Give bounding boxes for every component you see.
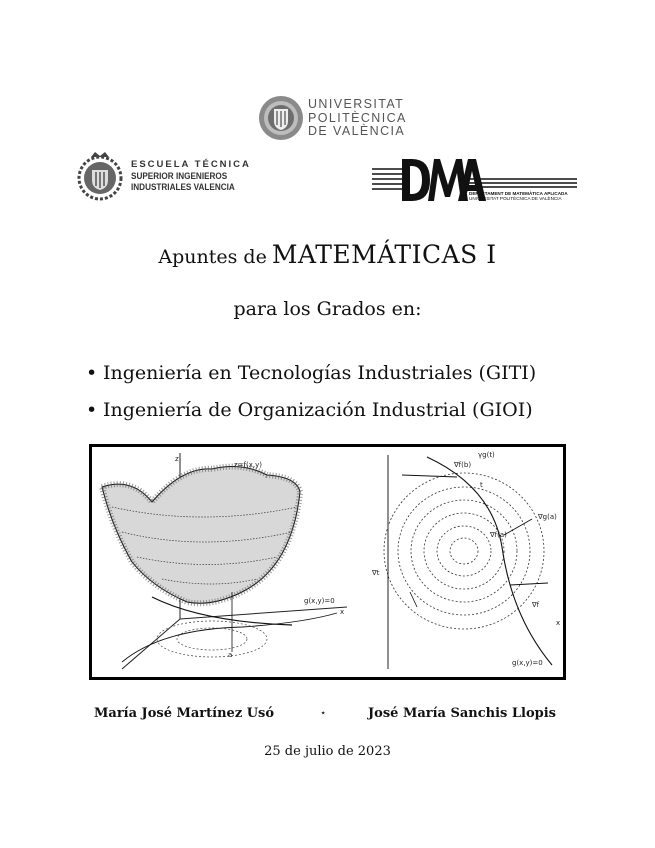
upv-name	[308, 98, 407, 139]
grad-fa-label: ∇f(a)	[490, 531, 507, 539]
bullet-icon: •	[86, 362, 98, 384]
degree-list	[86, 355, 536, 429]
author-1: María José Martínez Usó	[94, 706, 275, 721]
degree-label: Ingeniería en Tecnologías Industriales (GITI)	[103, 362, 537, 384]
bottom-level-label: g(x,y)=0	[512, 659, 543, 667]
etsii-logo	[77, 150, 251, 202]
top-curve-label: γg(t)	[478, 451, 495, 459]
degree-item	[86, 392, 536, 429]
vt-label: ∇t	[372, 569, 380, 577]
upv-line-2: POLITÈCNICA	[308, 110, 407, 125]
star-separator: ⋆	[320, 708, 327, 719]
level-curves-plot	[371, 451, 560, 669]
surface-label: z=f(x,y)	[234, 461, 262, 469]
dma-caption-2: UNIVERSITAT POLITÈCNICA DE VALÈNCIA	[469, 196, 562, 201]
grad-a-label: ∇g(a)	[538, 513, 557, 521]
upv-seal-icon	[258, 95, 304, 141]
degree-item	[86, 355, 536, 392]
page-subtitle: para los Grados en:	[233, 298, 422, 320]
grad-b-label: ∇f(b)	[454, 461, 472, 469]
page-title	[0, 240, 655, 269]
degree-label: Ingeniería de Organización Industrial (GIOI)	[103, 399, 533, 421]
etsii-name	[131, 159, 252, 194]
dma-caption-1: DEPARTAMENT DE MATEMÀTICA APLICADA	[469, 191, 568, 196]
gradf-mid-label: ∇f	[532, 601, 540, 609]
etsii-line-2: SUPERIOR INGENIEROS	[131, 170, 228, 182]
point-label: a	[228, 651, 233, 659]
title-prefix: Apuntes de	[158, 246, 267, 268]
upv-line-1: UNIVERSITAT	[308, 97, 405, 111]
t-label: t	[480, 481, 483, 489]
level-curve-label: g(x,y)=0	[304, 597, 335, 605]
upv-logo	[258, 95, 408, 141]
paraboloid-plot	[102, 453, 347, 669]
etsii-line-3: INDUSTRIALES VALENCIA	[131, 182, 235, 193]
publication-date: 25 de julio de 2023	[264, 744, 391, 759]
etsii-line-1: ESCUELA TÉCNICA	[131, 159, 251, 170]
x-axis-label: x	[340, 608, 345, 616]
dma-logo	[372, 155, 582, 207]
author-2: José María Sanchis Llopis	[368, 706, 556, 721]
cover-figure	[89, 444, 566, 680]
z-axis-label: z	[175, 455, 179, 463]
etsii-crest-icon	[77, 150, 123, 202]
math-illustration	[92, 447, 563, 677]
title-main: MATEMÁTICAS I	[271, 240, 497, 269]
bullet-icon: •	[86, 399, 98, 421]
upv-line-3: DE VALÈNCIA	[308, 124, 406, 138]
right-x-axis-label: x	[556, 619, 561, 627]
